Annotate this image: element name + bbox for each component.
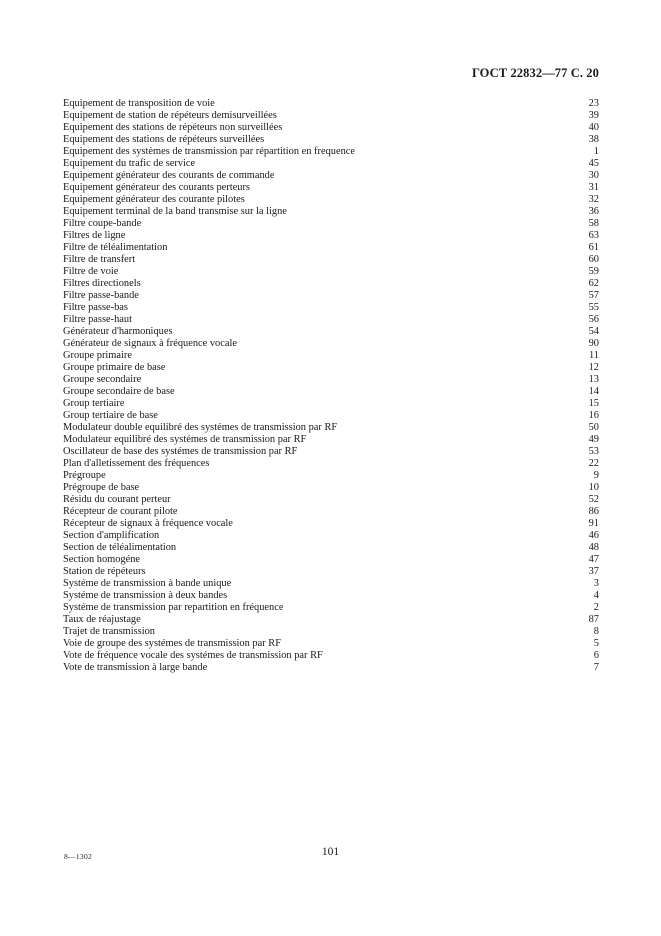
index-entry-page: 91 (588, 518, 599, 529)
index-entry-page: 13 (588, 374, 599, 385)
index-entry-term: Section de téléalimentation (63, 542, 177, 553)
index-entry-page: 40 (588, 122, 599, 133)
index-entry (63, 662, 599, 674)
index-entry (63, 170, 599, 182)
index-entry-term: Systéme de transmission à bande unique (63, 578, 232, 589)
index-entry (63, 494, 599, 506)
index-entry (63, 350, 599, 362)
index-entry (63, 182, 599, 194)
index-entry (63, 266, 599, 278)
index-entry-page: 61 (588, 242, 599, 253)
index-entry (63, 602, 599, 614)
index-entry (63, 650, 599, 662)
index-entry-term: Filtre coupe-bande (63, 218, 142, 229)
index-entry (63, 290, 599, 302)
index-entry-page: 62 (588, 278, 599, 289)
index-entry-term: Equipement générateur des courants perteurs (63, 182, 250, 193)
index-entry (63, 590, 599, 602)
index-entry-page: 63 (588, 230, 599, 241)
index-entry-page: 58 (588, 218, 599, 229)
index-entry-page: 32 (588, 194, 599, 205)
index-entry-page: 59 (588, 266, 599, 277)
index-entry-term: Filtre passe-bas (63, 302, 128, 313)
index-entry-page: 14 (588, 386, 599, 397)
index-entry-page: 30 (588, 170, 599, 181)
index-entry (63, 314, 599, 326)
index-entry (63, 326, 599, 338)
index-entry-page: 5 (593, 638, 599, 649)
index-entry (63, 578, 599, 590)
index-entry-term: Equipement des stations de répéteurs non surveillées (63, 122, 283, 133)
index-entry-term: Prégroupe de base (63, 482, 140, 493)
index-entry-term: Filtre de voie (63, 266, 119, 277)
index-entry-term: Filtres directionels (63, 278, 141, 289)
index-entry (63, 146, 599, 158)
index-entry (63, 386, 599, 398)
index-entry-term: Equipement terminal de la band transmise sur la ligne (63, 206, 287, 217)
index-entry-term: Oscillateur de base des systémes de transmission par RF (63, 446, 298, 457)
term-index-list (63, 98, 599, 674)
index-entry-term: Générateur de signaux à fréquence vocale (63, 338, 237, 349)
index-entry-page: 48 (588, 542, 599, 553)
index-entry (63, 446, 599, 458)
index-entry-term: Vote de transmission à large bande (63, 662, 208, 673)
index-entry (63, 542, 599, 554)
index-entry-term: Equipement des systèmes de transmission par répartition en frequence (63, 146, 356, 157)
index-entry (63, 98, 599, 110)
index-entry-term: Station de répéteurs (63, 566, 146, 577)
index-entry-page: 45 (588, 158, 599, 169)
page-header-title: ГОСТ 22832—77 С. 20 (471, 66, 599, 80)
index-entry-page: 38 (588, 134, 599, 145)
print-code: 8—1302 (64, 852, 93, 861)
index-entry (63, 470, 599, 482)
index-entry (63, 242, 599, 254)
index-entry (63, 482, 599, 494)
index-entry-term: Trajet de transmission (63, 626, 155, 637)
index-entry (63, 518, 599, 530)
index-entry (63, 374, 599, 386)
index-entry-term: Equipement générateur des courante pilotes (63, 194, 245, 205)
index-entry (63, 218, 599, 230)
index-entry-term: Résidu du courant perteur (63, 494, 171, 505)
index-entry-term: Modulateur double equilibré des systémes de transmission par RF (63, 422, 338, 433)
index-entry-term: Equipement de transposition de voie (63, 98, 215, 109)
index-entry (63, 458, 599, 470)
index-entry-page: 36 (588, 206, 599, 217)
index-entry-page: 9 (593, 470, 599, 481)
index-entry (63, 338, 599, 350)
index-entry (63, 278, 599, 290)
index-entry-page: 16 (588, 410, 599, 421)
index-entry-page: 53 (588, 446, 599, 457)
index-entry-term: Groupe primaire de base (63, 362, 166, 373)
index-entry-page: 50 (588, 422, 599, 433)
index-entry-page: 90 (588, 338, 599, 349)
index-entry (63, 638, 599, 650)
index-entry-page: 60 (588, 254, 599, 265)
index-entry-term: Taux de réajustage (63, 614, 141, 625)
index-entry-term: Modulateur equilibré des systémes de transmission par RF (63, 434, 307, 445)
index-entry (63, 554, 599, 566)
index-entry-term: Equipement générateur des courants de commande (63, 170, 275, 181)
index-entry-term: Filtre de téléalimentation (63, 242, 168, 253)
index-entry-page: 37 (588, 566, 599, 577)
page-number: 101 (321, 846, 340, 858)
index-entry-page: 86 (588, 506, 599, 517)
index-entry (63, 194, 599, 206)
index-entry (63, 254, 599, 266)
index-entry-term: Equipement des stations de répéteurs surveillées (63, 134, 265, 145)
index-entry-term: Equipement du trafic de service (63, 158, 196, 169)
index-entry-term: Récepteur de courant pilote (63, 506, 178, 517)
index-entry-term: Section d'amplification (63, 530, 160, 541)
index-entry-term: Prégroupe (63, 470, 106, 481)
index-entry-page: 23 (588, 98, 599, 109)
index-entry (63, 122, 599, 134)
index-entry-term: Equipement de station de répéteurs demisurveillées (63, 110, 277, 121)
index-entry (63, 158, 599, 170)
index-entry-term: Section homogéne (63, 554, 141, 565)
index-entry-page: 56 (588, 314, 599, 325)
index-entry-term: Systéme de transmission à deux bandes (63, 590, 228, 601)
index-entry-page: 22 (588, 458, 599, 469)
index-entry-term: Récepteur de signaux à fréquence vocale (63, 518, 233, 529)
index-entry-page: 87 (588, 614, 599, 625)
index-entry-term: Filtres de ligne (63, 230, 126, 241)
index-entry-page: 54 (588, 326, 599, 337)
index-entry (63, 530, 599, 542)
index-entry-term: Voie de groupe des systémes de transmission par RF (63, 638, 281, 649)
index-entry-term: Groupe secondaire de base (63, 386, 175, 397)
index-entry-term: Group tertiaire (63, 398, 125, 409)
index-entry (63, 506, 599, 518)
index-entry (63, 434, 599, 446)
index-entry-term: Filtre passe-bande (63, 290, 139, 301)
index-entry (63, 422, 599, 434)
index-entry-page: 1 (593, 146, 599, 157)
index-entry (63, 302, 599, 314)
index-entry-page: 46 (588, 530, 599, 541)
index-entry-term: Groupe secondaire (63, 374, 142, 385)
index-entry-term: Groupe primaire (63, 350, 132, 361)
index-entry (63, 626, 599, 638)
index-entry (63, 410, 599, 422)
index-entry-page: 11 (588, 350, 599, 361)
index-entry-term: Filtre passe-haut (63, 314, 132, 325)
index-entry-term: Plan d'alletissement des fréquences (63, 458, 210, 469)
index-entry (63, 362, 599, 374)
index-entry (63, 398, 599, 410)
index-entry-page: 57 (588, 290, 599, 301)
index-entry-page: 10 (588, 482, 599, 493)
index-entry-page: 12 (588, 362, 599, 373)
index-entry-page: 7 (593, 662, 599, 673)
index-entry-page: 49 (588, 434, 599, 445)
index-entry-term: Générateur d'harmoniques (63, 326, 173, 337)
index-entry-page: 31 (588, 182, 599, 193)
index-entry (63, 206, 599, 218)
index-entry-page: 8 (593, 626, 599, 637)
index-entry-term: Systéme de transmission par repartition en fréquence (63, 602, 284, 613)
index-entry-page: 55 (588, 302, 599, 313)
index-entry-page: 39 (588, 110, 599, 121)
index-entry (63, 566, 599, 578)
index-entry (63, 614, 599, 626)
index-entry (63, 110, 599, 122)
index-entry-page: 3 (593, 578, 599, 589)
index-entry-page: 52 (588, 494, 599, 505)
index-entry-page: 15 (588, 398, 599, 409)
index-entry-term: Vote de fréquence vocale des systémes de transmission par RF (63, 650, 323, 661)
index-entry-page: 2 (593, 602, 599, 613)
index-entry (63, 134, 599, 146)
index-entry-page: 47 (588, 554, 599, 565)
index-entry (63, 230, 599, 242)
index-entry-page: 6 (593, 650, 599, 661)
index-entry-page: 4 (593, 590, 599, 601)
index-entry-term: Group tertiaire de base (63, 410, 158, 421)
index-entry-term: Filtre de transfert (63, 254, 136, 265)
